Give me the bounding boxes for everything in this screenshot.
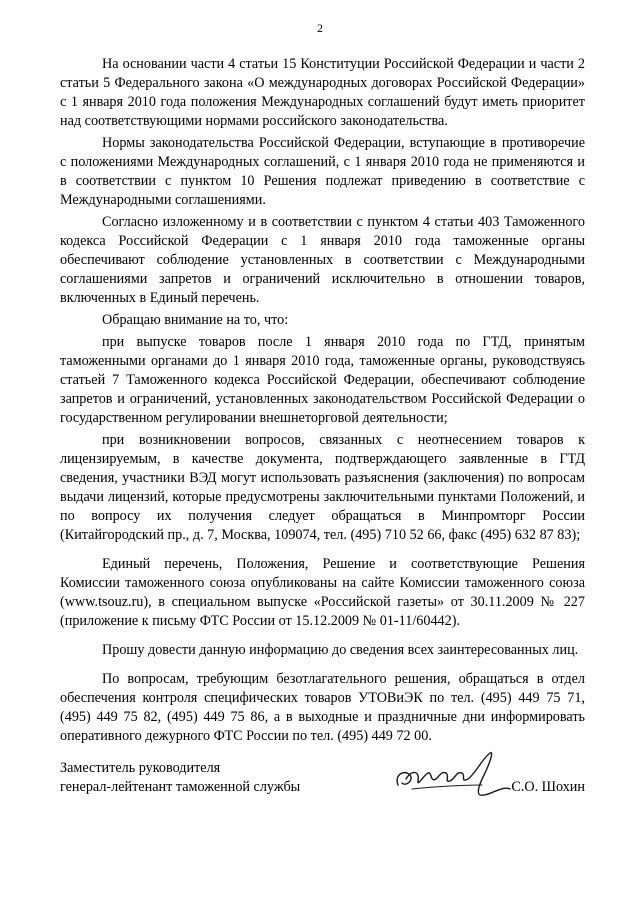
paragraph-constitution: На основании части 4 статьи 15 Конституции Российской Федерации и части 2 статьи 5 Федерального закона «О международных договорах Российской Федерации» с 1 января 2010 года положения Международных соглашений будут иметь приоритет над соответствующими нормами российского законодательства. — [60, 56, 585, 129]
letter-body — [60, 55, 585, 746]
paragraph-norms: Нормы законодательства Российской Федерации, вступающие в противоречие с положениями Международных соглашений, с 1 января 2010 года не применяются и в соответствии с пунктом 10 Решения подлежат приведению в соответствие с Международными соглашениями. — [60, 135, 585, 208]
paragraph-release-goods: при выпуске товаров после 1 января 2010 года по ГТД, принятым таможенными органами до 1 января 2010 года, таможенные органы, руководствуясь статьей 7 Таможенного кодекса Российской Федерации, обеспечивают соблюдение запретов и ограничений, установленных законодательством Российской Федерации о государственном регулировании внешнеторговой деятельности; — [60, 334, 585, 426]
paragraph-contacts: По вопросам, требующим безотлагательного решения, обращаться в отдел обеспечения контроля специфических товаров УТОВиЭК по тел. (495) 449 75 71, (495) 449 75 82, (495) 449 75 86, а в выходные и праздничные дни информировать оперативного дежурного ФТС России по тел. (495) 449 72 00. — [60, 671, 585, 744]
paragraph-request: Прошу довести данную информацию до сведения всех заинтересованных лиц. — [102, 642, 579, 658]
paragraph-publication: Единый перечень, Положения, Решение и соответствующие Решения Комиссии таможенного союза опубликованы на сайте Комиссии таможенного союза (www.tsouz.ru), в специальном выпуске «Российской газеты» от 30.11.2009 № 227 (приложение к письму ФТС России от 15.12.2009 № 01-11/60442). — [60, 556, 585, 629]
signatory-rank: генерал-лейтенант таможенной службы — [60, 779, 301, 795]
paragraph-attention: Обращаю внимание на то, что: — [102, 312, 289, 328]
signatory-position: Заместитель руководителя — [60, 760, 221, 776]
paragraph-customs-code: Согласно изложенному и в соответствии с пунктом 4 статьи 403 Таможенного кодекса Российской Федерации с 1 января 2010 года таможенные органы обеспечивают соблюдение установленных в соответствии с Международными соглашениями запретов и ограничений исключительно в отношении товаров, включенных в Единый перечень. — [60, 214, 585, 306]
signatory-name: С.О. Шохин — [511, 779, 585, 795]
page-number: 2 — [317, 21, 323, 35]
handwritten-signature — [390, 745, 515, 803]
paragraph-licensing: при возникновении вопросов, связанных с неотнесением товаров к лицензируемым, в качестве документа, подтверждающего заявленные в ГТД сведения, участники ВЭД могут использовать разъяснения (заключения) по вопросам выдачи лицензий, которые предусмотрены заключительными пунктами Положений, и по вопросу их получения следует обращаться в Минпромторг России (Китайгородский пр., д. 7, Москва, 109074, тел. (495) 710 52 66, факс (495) 632 87 83); — [60, 432, 585, 543]
signature-block — [60, 759, 585, 809]
